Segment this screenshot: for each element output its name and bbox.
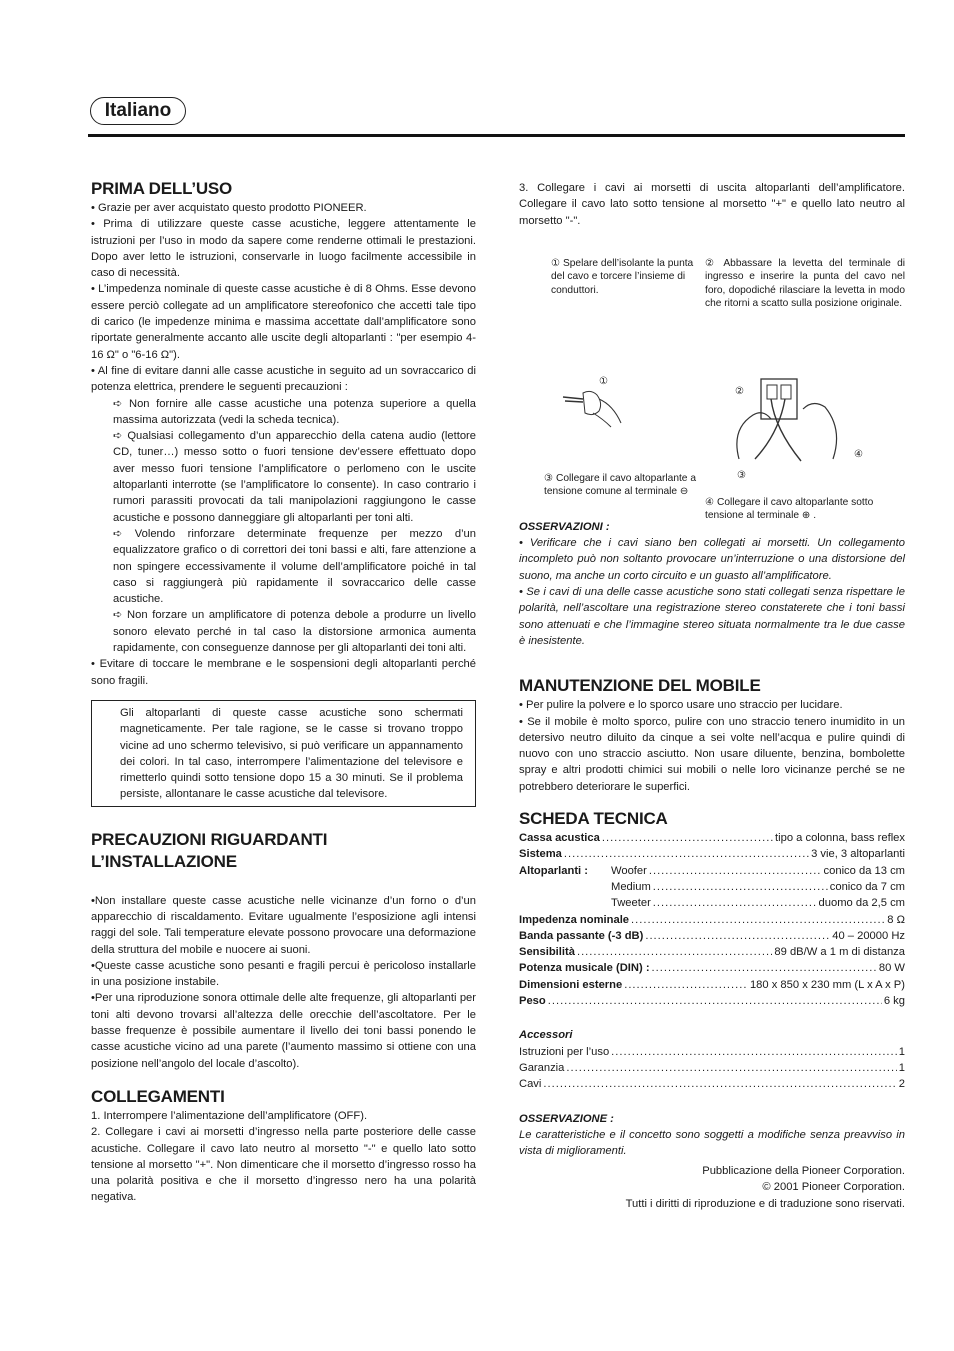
footer-line: Pubblicazione della Pioneer Corporation.: [702, 1165, 905, 1177]
spec-row: Sistema ..... 3 vie, 3 altoparlanti: [519, 846, 905, 862]
diagram-label: ②: [735, 385, 745, 397]
spec-row: Altoparlanti : Woofer ..... conico da 13 cm: [519, 863, 905, 879]
spec-row: Potenza musicale (DIN) : ..... 80 W: [519, 960, 905, 976]
paragraph: • Grazie per aver acquistato questo prodotto PIONEER.: [91, 202, 367, 214]
footer-line: Tutti i diritti di riproduzione e di traduzione sono riservati.: [625, 1197, 905, 1210]
paragraph: • Evitare di toccare le membrane e le sospensioni degli altoparlanti perché sono fragili.: [91, 658, 476, 687]
spec-row: Banda passante (-3 dB) ..... 40 – 20000 Hz: [519, 928, 905, 944]
terminal-illustration: [729, 369, 859, 469]
publisher-footer: [626, 1163, 905, 1212]
spec-row: Cassa acustica ..... tipo a colonna, bass reflex: [519, 830, 905, 846]
paragraph: 2. Collegare i cavi ai morsetti d’ingresso nella parte posteriore delle casse acustiche. Collegare il cavo lato neutro al morsetto "-" e quello lato sotto tensione al morsetto "+". Non dimenticare che il morsetto d’ingresso rosso ha una polarità positiva e che il morsetto d’ingresso nero ha una polarità negativa.: [91, 1126, 476, 1204]
section-title-install: PRECAUZIONI RIGUARDANTI L’INSTALLAZIONE: [91, 829, 328, 871]
paragraph: • L’impedenza nominale di queste casse acustiche è di 8 Ohms. Esse devono essere perciò collegate ad un amplificatore stereofonico che accetti tale tipo di carico (le impedenze minima e massima accettate dall’amplificatore sono riportate generalmente accanto alle uscite degli altoparlanti : "per esempio 4-16 Ω" o "6-16 Ω").: [91, 283, 476, 361]
paragraph: •Queste casse acustiche sono pesanti e fragili percui è pericoloso installarle in una posizione instabile.: [91, 959, 476, 989]
caption-step-4: ④ Collegare il cavo altoparlante sotto tensione al terminale ⊕ .: [705, 496, 874, 522]
footer-line: © 2001 Pioneer Corporation.: [762, 1181, 905, 1194]
paragraph: • Per pulire la polvere e lo sporco usare uno straccio per lucidare.: [519, 699, 843, 712]
spec-row: Medium ..... conico da 7 cm: [519, 879, 905, 895]
spec-row: Tweeter ..... duomo da 2,5 cm: [519, 895, 905, 911]
sub-paragraph: ➪ Volendo rinforzare determinate frequenze per mezzo d’un equalizzatore grafico o di correttori dei toni bassi e alti, fare attenzione a non spingere eccessivamente il volume dell’amplificatore poiché in tal caso si raggiungerà più rapidamente il sovraccarico delle casse acustiche.: [113, 527, 476, 606]
accessory-row: Garanzia ..... 1: [519, 1060, 905, 1076]
paragraph: • Se il mobile è molto sporco, pulire con uno straccio tenero inumidito in un detersivo neutro diluito da cinque a sei volte nell’acqua e pulire quindi di nuovo con uno straccio asciutto. Non usare diluente, benzina, bombolette spray e altri prodotti chimici sui mobili o nelle loro vicinanze perché se ne potrebbero deteriorare le superfici.: [519, 715, 905, 793]
paragraph: •Non installare queste casse acustiche nelle vicinanze d’un forno o d’un apparecchio di riscaldamento. Evitare ugualmente l’esposizione agli intensi raggi del sole. Tali temperature elevate possono provocare una deformazione della struttura del mobile e nuocere ai suoni.: [91, 894, 476, 956]
spec-row: Impedenza nominale ..... 8 Ω: [519, 912, 905, 928]
sub-paragraph: ➪ Non forzare un amplificatore di potenza debole a produrre un livello sonoro elevato perché in tal caso la distorsione armonica aumenta rapidamente, con conseguenze dannose per gli altoparlanti dei toni alti.: [113, 609, 476, 655]
magnetic-shield-note: Gli altoparlanti di queste casse acustiche sono schermati magneticamente. Per tale ragione, se le casse si trovano troppo vicine ad uno schermo televisivo, si può verificare un appannamento dei colori. In tal caso, interrompere l’alimentazione del televisore e rimetterlo quindi sotto tensione dopo 15 a 30 minuti. Se il problema persiste, allontanare le casse acustiche dal televisore.: [91, 700, 476, 807]
diagram-label: ①: [599, 375, 609, 387]
header-rule: [88, 134, 905, 137]
accessory-row: Istruzioni per l’uso ..... 1: [519, 1044, 905, 1060]
caption-step-2: ② Abbassare la levetta del terminale di ingresso e inserire la punta del cavo nel foro, dopodiché rilasciare la levetta in modo che ritorni a scatto sulla posizione originale.: [705, 257, 905, 310]
spec-note: Le caratteristiche e il concetto sono soggetti a modifiche senza preavviso in vista di miglioramenti.: [519, 1128, 905, 1158]
spec-note-title: OSSERVAZIONE :: [519, 1112, 614, 1125]
spec-row: Peso ..... 6 kg: [519, 993, 905, 1009]
observation: • Verificare che i cavi siano ben collegati ai morsetti. Un collegamento incompleto può non soltanto provocare un’interruzione o una distorsione del suono, ma anche un corto circuito e un guasto all’amplificatore.: [519, 537, 905, 582]
right-column: [519, 180, 905, 1159]
paragraph: •Per una riproduzione sonora ottimale delle alte frequenze, gli altoparlanti per toni alti devono trovarsi all’altezza delle orecchie dell’ascoltatore. Per le basse frequenze è possibile aumentare il livello dei toni bassi ponendo le casse acustiche vicino ad una parete (l’aumento massimo si ottiene con una posizione nell’angolo del locale d’ascolto).: [91, 992, 476, 1070]
section-title-specs: SCHEDA TECNICA: [519, 809, 668, 829]
connection-diagram: [519, 229, 905, 522]
language-tab: Italiano: [90, 97, 186, 125]
paragraph: • Al fine di evitare danni alle casse acustiche in seguito ad un sovraccarico di potenza elettrica, prendere le seguenti precauzioni :: [91, 364, 476, 394]
accessories-title: Accessori: [519, 1029, 573, 1042]
paragraph: • Prima di utilizzare queste casse acustiche, leggere attentamente le istruzioni per l’uso in modo da sapere come renderne ottimali le prestazioni. Dopo aver letto le istruzioni, conservarle in luogo facilmente accessibile in caso di necessità.: [91, 218, 476, 280]
left-column: [91, 178, 476, 1206]
caption-step-3: ③ Collegare il cavo altoparlante a tensione comune al terminale ⊖: [544, 472, 696, 498]
observations-title: OSSERVAZIONI :: [519, 520, 610, 533]
section-title-prima: PRIMA DELL’USO: [91, 179, 233, 198]
paragraph: 3. Collegare i cavi ai morsetti di uscita altoparlanti dell’amplificatore. Collegare il cavo lato sotto tensione al morsetto "+" e quello lato neutro al morsetto "-".: [519, 182, 905, 227]
sub-paragraph: ➪ Non fornire alle casse acustiche una potenza superiore a quella massima autorizzata (vedi la scheda tecnica).: [113, 397, 476, 426]
spec-row: Sensibilità ..... 89 dB/W a 1 m di distanza: [519, 944, 905, 960]
section-title-manut: MANUTENZIONE DEL MOBILE: [519, 676, 761, 696]
observation: • Se i cavi di una delle casse acustiche sono stati collegati senza rispettare le polarità, nell’ascoltare una registrazione stereo constaterete che i toni bassi sono attenuati e che l’immagine stereo situata normalmente tra le due casse è inesistente.: [519, 586, 905, 647]
spec-row: Dimensioni esterne ..... 180 x 850 x 230 mm (L x A x P): [519, 977, 905, 993]
diagram-label: ④: [854, 448, 864, 460]
caption-step-1: ① Spelare dell’isolante la punta del cavo e torcere l’insieme di conduttori.: [551, 257, 694, 296]
accessory-row: Cavi ..... 2: [519, 1076, 905, 1092]
sub-paragraph: ➪ Qualsiasi collegamento d’un apparecchio della catena audio (lettore CD, tuner…) messo sotto o fuori tensione dev’essere effettuato dopo aver messo fuori tensione l’amplificatore o perlomeno con le uscite altoparlanti interrotte (se l’amplificatore lo consente). In caso contrario i rumori parassiti provocati da tali manipolazioni raggiungono le casse acustiche e possono danneggiare gli altoparlanti per toni alti.: [113, 430, 476, 524]
diagram-label: ③: [737, 469, 747, 481]
section-title-colleg: COLLEGAMENTI: [91, 1086, 225, 1106]
paragraph: 1. Interrompere l’alimentazione dell’amplificatore (OFF).: [91, 1109, 368, 1122]
